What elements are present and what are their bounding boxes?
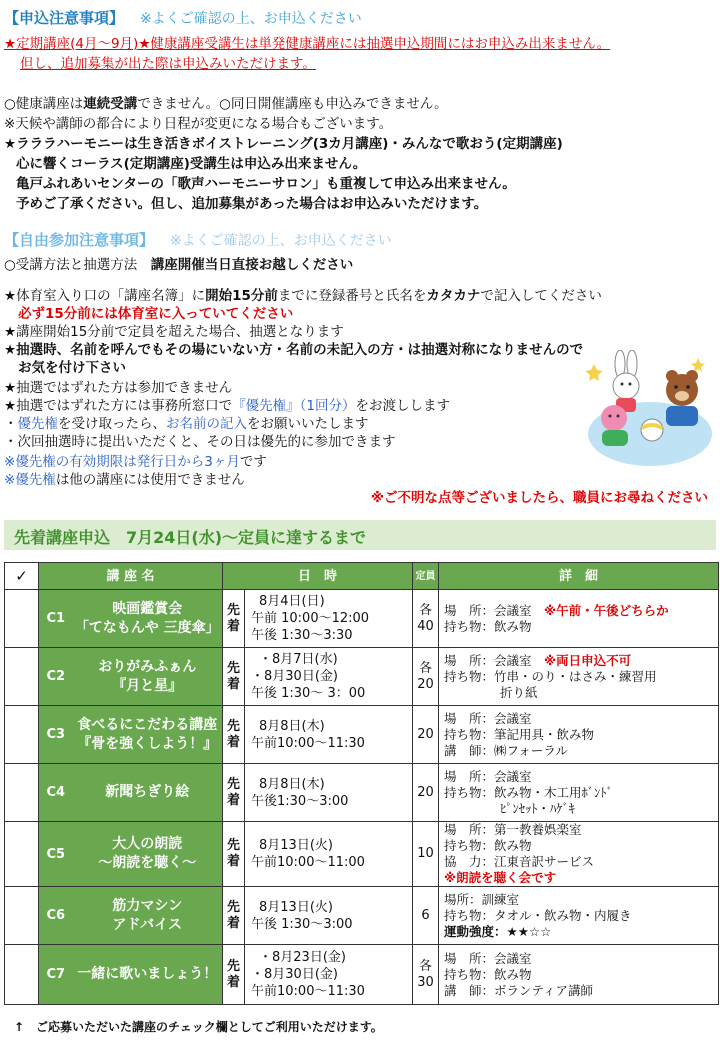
first-come-label <box>223 706 245 764</box>
course-code: C2 <box>39 648 73 706</box>
free-notes-header <box>4 230 392 251</box>
course-capacity <box>413 887 439 945</box>
check-cell[interactable] <box>5 945 39 1005</box>
note-line <box>4 414 369 434</box>
course-capacity <box>413 945 439 1005</box>
text: 開始15分前 <box>205 288 278 304</box>
text: お名前の記入 <box>166 416 247 432</box>
note-line: 但し、追加募集が出た際は申込みいただけます。 <box>20 56 316 72</box>
course-code: C4 <box>39 764 73 822</box>
course-title-line: 食べるにこだわる講座 <box>77 716 218 733</box>
text: ○健康講座は <box>4 96 84 112</box>
course-title <box>73 887 223 945</box>
course-code: C5 <box>39 822 73 887</box>
name-column-header: 講 座 名 <box>39 563 223 590</box>
text: を受け取ったら、 <box>58 416 166 432</box>
course-title <box>73 648 223 706</box>
first-come-label <box>223 945 245 1005</box>
course-code: C3 <box>39 706 73 764</box>
course-code: C7 <box>39 945 73 1005</box>
section-note: ※よくご確認の上、お申込ください <box>170 233 392 249</box>
text: です <box>239 454 267 470</box>
detail-line <box>444 603 718 619</box>
label-char: 先 <box>226 838 240 853</box>
course-title <box>73 822 223 887</box>
capacity-prefix: 各 <box>419 602 433 618</box>
course-title-line: アドバイス <box>112 916 183 933</box>
course-detail <box>439 648 719 706</box>
note-line: ・次回抽選時に提出いただくと、その日は優先的に参加できます <box>4 434 396 450</box>
check-cell[interactable] <box>5 706 39 764</box>
course-title <box>73 764 223 822</box>
first-come-label <box>223 887 245 945</box>
text: 優先権の有効期限は発行日から3ヶ月 <box>15 454 240 470</box>
table-row <box>5 648 719 706</box>
note-line: ★定期講座(4月～9月)★健康講座受講生は単発健康講座には抽選申込期間にはお申込み出来ません。 <box>4 36 611 52</box>
schedule-line: 8月13日(火) <box>259 899 333 915</box>
schedule-line: 午後 1:30～3:00 <box>251 916 353 932</box>
label-char: 先 <box>226 660 240 676</box>
course-title-line: おりがみふぁん <box>98 658 197 675</box>
note-line: 亀戸ふれあいセンターの「歌声ハーモニーサロン」も重複して申込み出来ません。 <box>16 176 516 192</box>
course-detail <box>439 822 719 887</box>
label-char: 先 <box>226 899 240 915</box>
note-line: ★抽選ではずれた方は参加できません <box>4 380 233 396</box>
detail-line: 持ち物：竹串・のり・はさみ・練習用 <box>444 668 657 684</box>
detail-text: 場 所：会議室 <box>444 710 532 726</box>
rabbit-bear-illustration <box>586 350 714 468</box>
table-row <box>5 887 719 945</box>
course-detail <box>439 706 719 764</box>
note-line <box>4 452 267 472</box>
detail-line: ﾋﾟﾝｾｯﾄ・ﾊｹﾞｷ <box>500 800 576 816</box>
note-line <box>4 286 602 306</box>
table-row <box>5 945 719 1005</box>
schedule-line: 8月8日(木) <box>259 776 325 792</box>
label-char: 着 <box>226 734 240 750</box>
text: ★体育室入り口の「講座名簿」に <box>4 288 206 304</box>
course-detail <box>439 887 719 945</box>
course-detail <box>439 590 719 648</box>
table-row <box>5 706 719 764</box>
course-table <box>4 562 719 1005</box>
label-char: 着 <box>226 974 240 990</box>
detail-line: ※朗読を聴く会です <box>444 870 557 885</box>
text: カタカナ <box>426 288 481 304</box>
detail-text: 場 所：会議室 <box>444 602 545 618</box>
course-title-line: 大人の朗読 <box>112 836 183 852</box>
label-char: 先 <box>226 602 240 618</box>
note-line <box>4 94 448 114</box>
text: で記入してください <box>480 288 602 304</box>
detail-line: 持ち物：筆記用具・飲み物 <box>444 726 595 742</box>
detail-line <box>444 769 718 785</box>
course-title-line: 筋力マシン <box>112 897 183 914</box>
detail-line: 持ち物：タオル・飲み物・内履き <box>444 907 632 923</box>
text: ・ <box>4 416 18 432</box>
detail-line <box>444 711 718 727</box>
detail-line: 持ち物：飲み物 <box>444 618 532 634</box>
label-char: 先 <box>226 718 240 734</box>
check-column-header: ✓ <box>5 563 39 590</box>
section-title: 【申込注意事項】 <box>4 9 125 27</box>
course-title-line: 「てなもんや 三度傘」 <box>74 619 220 636</box>
detail-line: 運動強度：★★☆☆ <box>444 923 552 939</box>
schedule-line: 8月13日(火) <box>259 838 333 853</box>
detail-column-header: 詳 細 <box>439 563 719 590</box>
check-cell[interactable] <box>5 822 39 887</box>
text: は他の講座には使用できません <box>55 472 245 488</box>
note-line: ※天候や講師の都合により日程が変更になる場合もございます。 <box>4 116 393 132</box>
table-row <box>5 764 719 822</box>
application-notes-header <box>4 8 362 29</box>
detail-line <box>444 892 718 908</box>
schedule-line: 午前10:00～11:00 <box>251 855 365 870</box>
capacity-value: 6 <box>421 907 430 923</box>
capacity-value: 30 <box>417 974 434 990</box>
schedule-line: ・8月30日(金) <box>251 669 338 684</box>
section-note: ※よくご確認の上、お申込ください <box>140 11 362 27</box>
course-schedule <box>245 648 413 706</box>
detail-line: 持ち物：飲み物・木工用ﾎﾞﾝﾄﾞ <box>444 784 613 800</box>
banner-text: 先着講座申込 7月24日(水)～定員に達するまで <box>14 528 367 547</box>
note-line: お気を付け下さい <box>18 360 126 376</box>
first-come-label <box>223 822 245 887</box>
label-char: 先 <box>226 776 240 792</box>
note-line: 心に響くコーラス(定期講座)受講生は申込み出来ません。 <box>16 156 367 172</box>
note-line: 予めご了承ください。但し、追加募集があった場合はお申込みいただけます。 <box>16 196 488 212</box>
capacity-value: 20 <box>417 726 434 742</box>
course-schedule <box>245 706 413 764</box>
detail-line: 協 力：江東音訳サービス <box>444 854 595 869</box>
first-come-label <box>223 764 245 822</box>
course-schedule <box>245 822 413 887</box>
course-title-line: 『骨を強くしよう！』 <box>77 735 218 752</box>
schedule-line: ・8月7日(水) <box>259 652 338 667</box>
text: をお渡しします <box>355 398 450 414</box>
check-cell[interactable] <box>5 887 39 945</box>
note-line <box>4 396 450 416</box>
detail-text: 場 所：会議室 <box>444 950 532 966</box>
detail-text: 場 所：会議室 <box>444 768 532 784</box>
capacity-column-header: 定員 <box>413 563 439 590</box>
course-capacity <box>413 706 439 764</box>
label-char: 着 <box>226 854 240 869</box>
schedule-line: 午後 1:30～ 3：00 <box>251 686 366 701</box>
label-char: 先 <box>226 958 240 974</box>
course-title-line: 一緒に歌いましょう！ <box>77 966 218 982</box>
detail-line: 持ち物：飲み物 <box>444 838 532 853</box>
capacity-value: 40 <box>417 618 434 634</box>
note-line: ★講座開始15分前で定員を超えた場合、抽選となります <box>4 324 344 340</box>
check-cell[interactable] <box>5 590 39 648</box>
section-title: 【自由参加注意事項】 <box>4 231 155 249</box>
text: 連続受講 <box>83 96 138 112</box>
note-line <box>4 470 245 490</box>
text: 優先権 <box>15 472 56 488</box>
course-title-line: 映画鑑賞会 <box>112 600 183 617</box>
schedule-line: 午前 10:00～12:00 <box>251 611 370 626</box>
date-column-header: 日 時 <box>223 563 413 590</box>
note-line: ★抽選時、名前を呼んでもその場にいない方・名前の未記入の方・は抽選対称になりませんので <box>4 342 584 358</box>
text: ※ <box>4 472 16 488</box>
first-come-label <box>223 648 245 706</box>
course-detail <box>439 764 719 822</box>
course-code: C6 <box>39 887 73 945</box>
detail-text: 場 所：会議室 <box>444 652 545 668</box>
schedule-line: 8月4日(日) <box>259 594 325 609</box>
course-title <box>73 706 223 764</box>
capacity-value: 20 <box>417 676 434 692</box>
check-cell[interactable] <box>5 764 39 822</box>
schedule-line: 午後1:30～3:00 <box>251 793 349 809</box>
course-capacity <box>413 822 439 887</box>
footer-note: ↑ ご応募いただいた講座のチェック欄としてご利用いただけます。 <box>14 1020 383 1034</box>
label-char: 着 <box>226 792 240 808</box>
schedule-line: 午前10:00～11:30 <box>251 984 365 999</box>
course-schedule <box>245 887 413 945</box>
table-row <box>5 822 719 887</box>
detail-line <box>444 653 718 669</box>
course-schedule <box>245 590 413 648</box>
course-capacity <box>413 590 439 648</box>
first-come-banner <box>4 520 716 550</box>
check-cell[interactable] <box>5 648 39 706</box>
capacity-value: 10 <box>417 846 434 861</box>
note-line: ※ご不明な点等ございましたら、職員にお尋ねください <box>370 490 708 506</box>
text: 『優先権』（1回分） <box>232 398 356 414</box>
label-char: 着 <box>226 915 240 931</box>
label-char: 着 <box>226 618 240 634</box>
course-schedule <box>245 764 413 822</box>
capacity-prefix: 各 <box>419 660 433 676</box>
detail-text: 場所：訓練室 <box>444 891 520 907</box>
detail-warning: ※午前・午後どちらか <box>544 602 669 618</box>
course-title <box>73 945 223 1005</box>
schedule-line: ・8月30日(金) <box>251 967 338 982</box>
schedule-line: ・8月23日(金) <box>259 950 346 965</box>
course-schedule <box>245 945 413 1005</box>
text: 優先権 <box>17 416 58 432</box>
capacity-value: 20 <box>417 784 434 800</box>
detail-line <box>444 822 718 838</box>
schedule-line: 8月8日(木) <box>259 718 325 734</box>
text: までに登録番号と氏名を <box>277 288 427 304</box>
course-capacity <box>413 764 439 822</box>
text: ※ <box>4 454 16 470</box>
table-header-row <box>5 563 719 590</box>
note-line: ★ラララハーモニーは生き活きボイストレーニング(3カ月講座)・みんなで歌おう(定期講座) <box>4 136 563 152</box>
course-title-line: 新聞ちぎり絵 <box>105 784 190 800</box>
text: をお願いいたします <box>247 416 369 432</box>
note-line <box>4 255 353 275</box>
course-title-line: ～朗読を聴く～ <box>98 855 197 871</box>
course-title-line: 『月と星』 <box>112 677 183 694</box>
detail-line: 講 師：ボランティア講師 <box>444 982 594 998</box>
text: ○受講方法と抽選方法 <box>4 257 151 273</box>
course-code: C1 <box>39 590 73 648</box>
detail-line: 持ち物：飲み物 <box>444 966 532 982</box>
note-line: 必ず15分前には体育室に入っていてください <box>18 306 294 322</box>
detail-text: 場 所：第一教養娯楽室 <box>444 822 582 837</box>
course-title <box>73 590 223 648</box>
capacity-prefix: 各 <box>419 958 433 974</box>
detail-line: 講 師：㈱フォーラル <box>444 742 569 758</box>
table-row <box>5 590 719 648</box>
course-detail <box>439 945 719 1005</box>
first-come-label <box>223 590 245 648</box>
detail-line: 折り紙 <box>500 684 538 700</box>
text: できません。○同日開催講座も申込みできません。 <box>137 96 448 112</box>
schedule-line: 午前10:00～11:30 <box>251 735 365 751</box>
detail-line <box>444 951 718 967</box>
schedule-line: 午後 1:30～3:30 <box>251 628 353 643</box>
course-capacity <box>413 648 439 706</box>
label-char: 着 <box>226 676 240 692</box>
text: 講座開催当日直接お越しください <box>150 257 354 273</box>
detail-warning: ※両日申込不可 <box>544 652 632 668</box>
text: ★抽選ではずれた方には事務所窓口で <box>4 398 233 414</box>
